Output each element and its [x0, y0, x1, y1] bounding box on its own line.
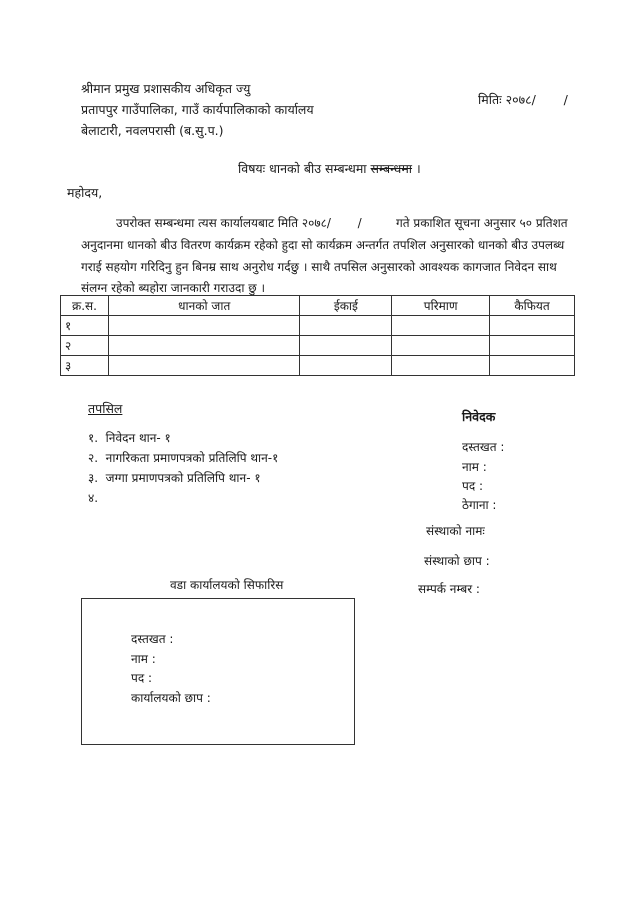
- table-cell: [108, 316, 300, 336]
- date-field: मितिः २०७८/ /: [478, 92, 568, 107]
- ward-recommendation-heading: वडा कार्यालयको सिफारिस: [170, 578, 284, 592]
- subject-prefix: विषयः धानको बीउ सम्बन्धमा: [238, 161, 367, 176]
- tapsil-item: २. नागरिकता प्रमाणपत्रको प्रतिलिपि थान-१: [88, 451, 279, 465]
- table-cell: [490, 336, 575, 356]
- applicant-name-field: नाम :: [462, 460, 487, 474]
- contact-number-field: सम्पर्क नम्बर :: [418, 582, 480, 596]
- ward-signature-field: दस्तखत :: [131, 632, 174, 646]
- body-line-1: उपरोक्त सम्बन्धमा त्यस कार्यालयबाट मिति २०७८/ / गते प्रकाशित सूचना अनुसार ५० प्रतिशत: [116, 216, 568, 230]
- ward-name-field: नाम :: [131, 652, 156, 666]
- table-cell-serial: १: [61, 316, 109, 336]
- table-cell-serial: २: [61, 336, 109, 356]
- table-cell: [490, 316, 575, 336]
- table-cell: [108, 356, 300, 376]
- applicant-signature-field: दस्तखत :: [462, 440, 505, 454]
- table-cell: [300, 336, 392, 356]
- table-header-row: [61, 296, 575, 316]
- tapsil-item: ३. जग्गा प्रमाणपत्रको प्रतिलिपि थान- १: [88, 471, 261, 485]
- applicant-address-field: ठेगाना :: [462, 498, 497, 512]
- table-cell: [392, 356, 490, 376]
- table-header-cell: कैफियत: [490, 296, 575, 316]
- table-cell: [490, 356, 575, 376]
- table-row: [61, 316, 575, 336]
- table-header-cell: क्र.स.: [61, 296, 109, 316]
- applicant-post-field: पद :: [462, 479, 484, 493]
- tapsil-heading: तपसिल: [88, 401, 123, 416]
- ward-post-field: पद :: [131, 671, 153, 685]
- addressee-line-3: बेलाटारी, नवलपरासी (ब.सु.प.): [81, 123, 224, 138]
- table-row: [61, 336, 575, 356]
- tapsil-item: १. निवेदन थान- १: [88, 431, 171, 445]
- org-name-field: संस्थाको नामः: [426, 524, 485, 538]
- addressee-line-2: प्रतापपुर गाउँपालिका, गाउँ कार्यपालिकाको कार्यालय: [81, 102, 314, 117]
- body-line-3: गराई सहयोग गरिदिनु हुन बिनम्र साथ अनुरोध गर्दछु । साथै तपसिल अनुसारको आवश्यक कागजात निवेदन साथ: [81, 260, 557, 274]
- table-cell: [392, 316, 490, 336]
- addressee-line-1: श्रीमान प्रमुख प्रशासकीय अधिकृत ज्यु: [81, 81, 251, 96]
- subject-struck-text: सम्बन्धमा: [370, 161, 413, 176]
- body-line-4: संलग्न रहेको ब्यहोरा जानकारी गराउदा छु ।: [81, 281, 266, 295]
- table-header-cell: धानको जात: [108, 296, 300, 316]
- salutation: महोदय,: [67, 185, 103, 200]
- tapsil-item: ४.: [88, 491, 99, 505]
- table-cell: [108, 336, 300, 356]
- seed-request-table: [60, 295, 575, 376]
- table-header-cell: ईकाई: [300, 296, 392, 316]
- applicant-heading: निवेदक: [462, 409, 496, 424]
- subject-suffix: ।: [416, 161, 421, 176]
- ward-recommendation-box: [81, 598, 355, 745]
- table-cell-serial: ३: [61, 356, 109, 376]
- subject-line: [238, 160, 421, 177]
- table-cell: [392, 336, 490, 356]
- body-line-2: अनुदानमा धानको बीउ वितरण कार्यक्रम रहेको हुदा सो कार्यक्रम अन्तर्गत तपशिल अनुसारको धानको बीउ उपलब्ध: [81, 238, 565, 252]
- table-cell: [300, 356, 392, 376]
- ward-stamp-field: कार्यालयको छाप :: [131, 691, 211, 705]
- table-cell: [300, 316, 392, 336]
- org-stamp-field: संस्थाको छाप :: [424, 554, 490, 568]
- table-header-cell: परिमाण: [392, 296, 490, 316]
- table-row: [61, 356, 575, 376]
